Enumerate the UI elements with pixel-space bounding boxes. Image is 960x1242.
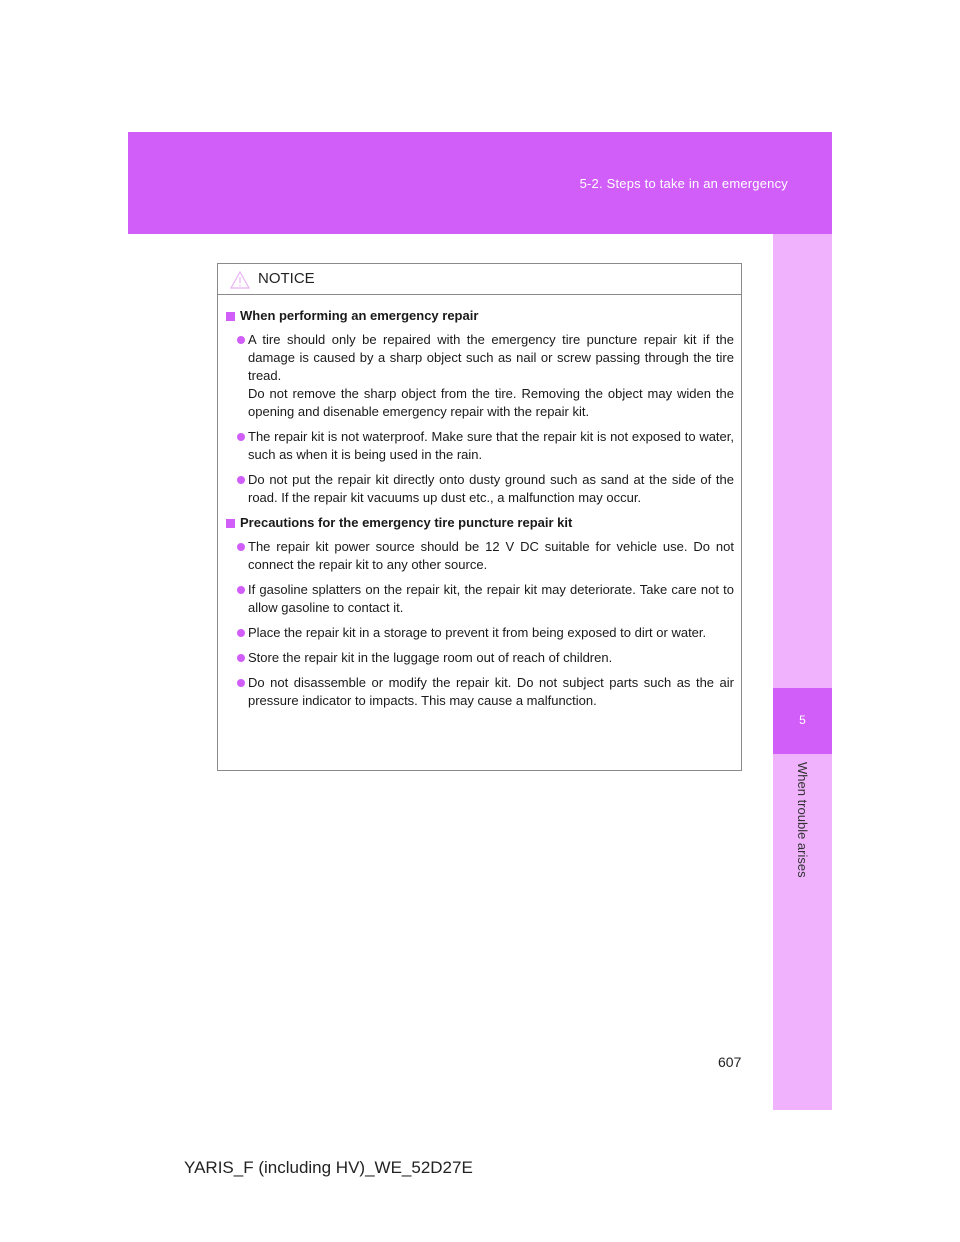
notice-bullet-item xyxy=(226,674,734,710)
notice-section-heading xyxy=(226,514,734,532)
round-bullet-icon xyxy=(237,433,245,441)
notice-bullet-item xyxy=(226,428,734,464)
chapter-side-tab xyxy=(773,234,832,1110)
square-bullet-icon xyxy=(226,312,235,321)
notice-section-heading-text: When performing an emergency repair xyxy=(240,308,479,323)
notice-body xyxy=(218,295,741,710)
notice-bullet-text: The repair kit is not waterproof. Make sure that the repair kit is not exposed to water, such as when it is being used in the rain. xyxy=(248,429,734,462)
notice-bullet-item xyxy=(226,331,734,421)
round-bullet-icon xyxy=(237,336,245,344)
notice-bullet-text: Do not put the repair kit directly onto dusty ground such as sand at the side of the road. If the repair kit vacuums up dust etc., a malfunction may occur. xyxy=(248,472,734,505)
footer-document-code: YARIS_F (including HV)_WE_52D27E xyxy=(184,1158,473,1177)
notice-bullet-text: Place the repair kit in a storage to prevent it from being exposed to dirt or water. xyxy=(248,625,707,640)
notice-header xyxy=(218,264,741,295)
header-band xyxy=(128,132,832,234)
notice-bullet-item xyxy=(226,581,734,617)
chapter-title: When trouble arises xyxy=(795,762,810,878)
chapter-number: 5 xyxy=(799,713,806,727)
notice-bullet-text: If gasoline splatters on the repair kit, the repair kit may deteriorate. Take care not to allow gasoline to contact it. xyxy=(248,582,734,615)
round-bullet-icon xyxy=(237,654,245,662)
notice-bullet-text: Do not remove the sharp object from the tire. Removing the object may widen the opening and disenable emergency repair with the repair kit. xyxy=(248,386,734,419)
notice-section-heading-text: Precautions for the emergency tire puncture repair kit xyxy=(240,515,573,530)
notice-box xyxy=(217,263,742,771)
notice-bullet-item xyxy=(226,624,734,642)
chapter-number-tab xyxy=(773,688,832,754)
notice-bullet-item xyxy=(226,471,734,507)
chapter-title-vertical xyxy=(773,762,832,902)
square-bullet-icon xyxy=(226,519,235,528)
notice-bullet-text: A tire should only be repaired with the emergency tire puncture repair kit if the damage is caused by a sharp object such as nail or screw passing through the tire tread. xyxy=(248,332,734,383)
section-title: 5-2. Steps to take in an emergency xyxy=(579,176,788,191)
notice-bullet-item xyxy=(226,538,734,574)
round-bullet-icon xyxy=(237,679,245,687)
notice-title: NOTICE xyxy=(258,270,315,287)
round-bullet-icon xyxy=(237,476,245,484)
notice-bullet-item xyxy=(226,649,734,667)
notice-section-heading xyxy=(226,307,734,325)
warning-triangle-icon xyxy=(230,271,250,289)
notice-bullet-text: Do not disassemble or modify the repair kit. Do not subject parts such as the air pressure indicator to impacts. This may cause a malfunction. xyxy=(248,675,734,708)
round-bullet-icon xyxy=(237,586,245,594)
notice-bullet-text: Store the repair kit in the luggage room out of reach of children. xyxy=(248,650,613,665)
notice-bullet-text: The repair kit power source should be 12 V DC suitable for vehicle use. Do not connect the repair kit to any other source. xyxy=(248,539,734,572)
page-number: 607 xyxy=(718,1054,742,1070)
round-bullet-icon xyxy=(237,629,245,637)
round-bullet-icon xyxy=(237,543,245,551)
